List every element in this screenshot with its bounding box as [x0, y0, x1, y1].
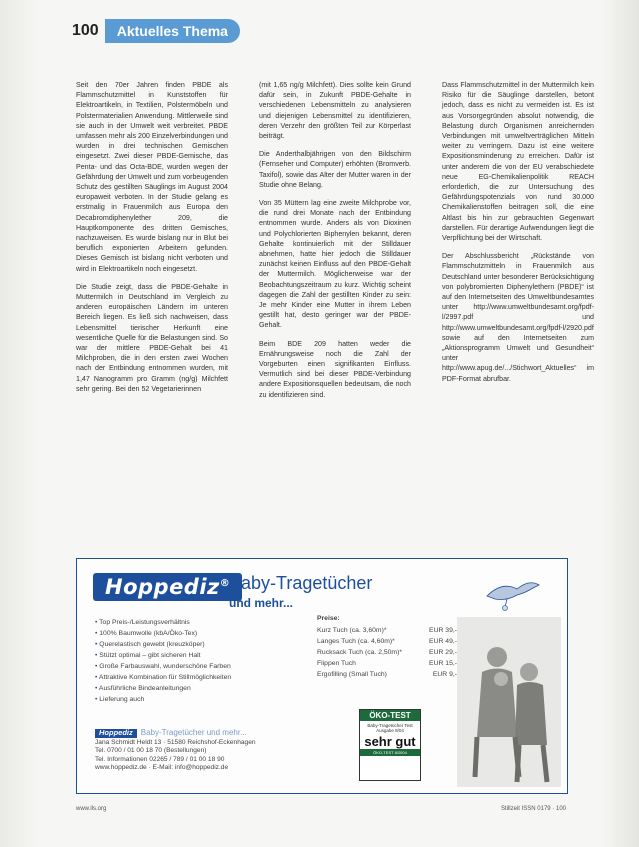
brand-logo: Hoppediz®	[93, 573, 242, 601]
paragraph: Von 35 Müttern lag eine zweite Milchprobe vor, die rund drei Monate nach der Entbindung entnommen wurde. Anders als von Dioxinen und Polychlorierten Biphenylen bekannt, deren Gehalte kontinuierlich mit der Stilldauer abnehmen, hatte hier jedoch die Stilldauer zunächst keinen Einfluss auf den PBDE-Gehalt der Muttermilch. Möglicherweise war der Beobachtungszeitraum zu kurz. Wichtig scheint dagegen die Zahl der gestillten Kinder zu sein: Je mehr Kinder eine Mutter in ihrem Leben gestillt hat, desto geringer war der PBDE-Gehalt.	[259, 199, 411, 330]
oeko-test-seal: ÖKO-TEST Baby-Tragetücher Test Ausgabe 8/04 sehr gut ÖKO-TEST 8/2004	[359, 709, 421, 781]
contact-tagline: Baby-Tragetücher und mehr...	[140, 728, 247, 737]
ad-subtitle: und mehr...	[229, 596, 294, 610]
price-row: Kurz Tuch (ca. 3,60m)* EUR 39,-	[317, 627, 457, 634]
stork-icon	[477, 571, 547, 611]
ad-title: Baby-Tragetücher	[229, 573, 373, 593]
page-header	[72, 18, 240, 44]
price-row: Flippen Tuch EUR 15,-	[317, 660, 457, 667]
list-item: • Stützt optimal – gibt sicheren Halt	[95, 650, 295, 661]
contact-brand: Hoppediz	[95, 729, 137, 738]
paragraph: Die Studie zeigt, dass die PBDE-Gehalte in Muttermilch in Deutschland im Vergleich zu anderen europäischen Ländern im unteren Bereich liegen. Es ließ sich nachweisen, dass Lebensmittel tierischer Herkunft eine wesentliche Quelle für die Belastungen sind. So war der mittlere PBDE-Gehalt bei 41 Milchproben, die in den ersten zwei Wochen nach der Entbindung entnommen wurden, mit 1,47 Nanogramm pro Gramm (ng/g) Milchfett sehr gering. Bei den 52 Vegetarierinnen	[76, 282, 228, 393]
paragraph: Die Anderthalbjährigen von den Bildschirm (Fernseher und Computer) erhöhten (Bromverb. Taxifol), sowie das Alter der Mutter waren in der Studie ohne Belang.	[259, 150, 411, 189]
footer-right: Stillzeit ISSN 0179 · 100	[500, 806, 566, 812]
article-column-1	[76, 80, 228, 402]
article-body	[76, 80, 594, 500]
section-title: Aktuelles Thema	[105, 19, 240, 43]
footer-left: www.lls.org	[76, 806, 107, 812]
paragraph: (mit 1,65 ng/g Milchfett). Dies sollte kein Grund dafür sein, in Zukunft PBDE-Gehalte in verschiedenen Lebensmitteln zu analysieren und diejenigen Lebensmittel zu identifizieren, deren Verzehr den größten Teil zur Körperlast beiträgt.	[259, 81, 411, 141]
list-item: • Lieferung auch	[95, 694, 295, 705]
price-list	[317, 615, 457, 680]
family-photo	[457, 617, 561, 787]
page-number: 100	[72, 22, 99, 39]
article-column-2	[259, 80, 411, 408]
paragraph: Seit den 70er Jahren finden PBDE als Flammschutzmittel in Kunststoffen für Elektroartikeln, in Textilien, Polstermöbeln und Polstermaterialien Anwendung. Mittlerweile sind sie auch in der Umwelt weit verbreitet. PBDE umfassen mehr als 200 Einzelverbindungen und wurden in drei technischen Gemischen eingesetzt. Zwei dieser PBDE-Gemische, das Penta- und das Octa-BDE, wurden wegen der Gefährdung der Umwelt und zum vorbeugenden Schutz des gestillten Säuglings im August 2004 europaweit verboten. In der Studie gelang es erstmalig in Frauenmilch aus Europa den Decabromdiphenylether 209, die Hauptkomponente des dritten Gemisches, nachzuweisen. Es wurde bislang nur in Blut bei beruflich exponierten Arbeitern gefunden. Dieses Gemisch ist bislang nicht verboten und wird in Elektroartikeln noch eingesetzt.	[76, 81, 228, 273]
list-item: • Top Preis-/Leistungsverhältnis	[95, 617, 295, 628]
list-item: • Ausführliche Bindeanleitungen	[95, 683, 295, 694]
prices-heading: Preise:	[317, 615, 340, 622]
paragraph: Dass Flammschutzmittel in der Muttermilch kein Risiko für die Säuglinge darstellen, betont jedoch, dass es nicht zu vermeiden ist. Es ist aus Vorsorgegründen absolut notwendig, die Belastung durch Organismen anreichernden Verbindungen mit umweltverträglichen Mitteln weiter zu verringern. Dazu ist eine weitere Expositionsminderung zu erreichen. Dafür ist unter anderem die von der EU verabschiedete neue EG-Chemikalienpolitik REACH erforderlich, die zur Untersuchung des Gefährdungspotenzials von rund 30.000 Chemikalienstoffen beitragen soll, die eine Altlast bis hin zur gebrauchten Gegenwart darstellen. Für derartige Aufwendungen liegt die Verpflichtung bei der Wirtschaft.	[442, 81, 594, 243]
price-row: Ergofilling (Small Tuch) EUR 9,-	[317, 671, 457, 678]
paragraph: Der Abschlussbericht „Rückstände von Flammschutzmitteln in Frauenmilch aus Deutschland unter besonderer Berücksichtigung von polybromierten Diphenylethern (PBDE)“ ist auf den Internetseiten des Umweltbundesamtes unter http://www.umweltbundesamt.org/fpdf-l/2997.pdf und http://www.umweltbundesamt.org/fpdf-l/2920.pdf sowie auf den Internetseiten zum „Aktionsprogramm Umwelt und Gesundheit“ unter http://www.apug.de/.../Stichwort_Aktuelles“ im PDF-Format abrufbar.	[442, 252, 594, 383]
contact-block	[95, 729, 315, 773]
page-footer	[76, 806, 566, 812]
feature-list	[95, 617, 295, 705]
contact-line: www.hoppediz.de · E-Mail: info@hoppediz.de	[95, 764, 229, 771]
contact-line: Tel. Informationen 02265 / 789 / 01 00 18 90	[95, 755, 225, 763]
article-column-3	[442, 80, 594, 392]
contact-line: Tel. 0700 / 01 00 18 70 (Bestellungen)	[95, 747, 207, 754]
price-row: Langes Tuch (ca. 4,60m)* EUR 49,-	[317, 638, 457, 645]
contact-line: Jana Schmidt Heldt 13 · 51580 Reichshof-Eckenhagen	[95, 738, 256, 746]
list-item: • Querelastisch gewebt (kreuzköper)	[95, 639, 295, 650]
list-item: • Große Farbauswahl, wunderschöne Farben	[95, 661, 295, 672]
advertisement	[76, 558, 568, 794]
price-row: Rucksack Tuch (ca. 2,50m)* EUR 29,-	[317, 649, 457, 656]
paragraph: Beim BDE 209 hatten weder die Ernährungsweise noch die Zahl der Vorgeburten einen signifikanten Einfluss. Vermutlich sind bei dieser PBDE-Verbindung andere Expositionsquellen bedeutsam, die noch zu identifizieren sind.	[259, 339, 411, 399]
list-item: • 100% Baumwolle (kbA/Öko-Tex)	[95, 628, 295, 639]
list-item: • Attraktive Kombination für Stillmöglichkeiten	[95, 672, 295, 683]
